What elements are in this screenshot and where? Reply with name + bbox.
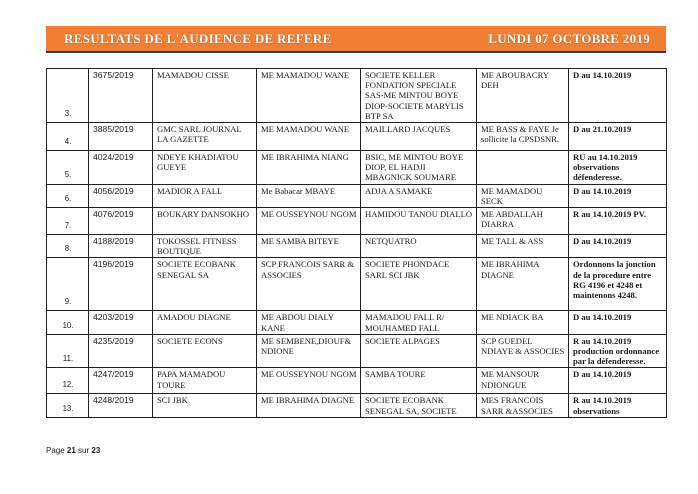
row-number: 9.: [47, 258, 89, 311]
plaintiff-lawyer-cell: ME MAMADOU WANE: [257, 123, 361, 151]
table-row: [47, 258, 667, 311]
table-row: [47, 368, 667, 394]
case-reference: 4235/2019: [89, 334, 153, 368]
defendant-cell: SOCIETE ECOBANK SENEGAL SA, SOCIETE: [361, 394, 477, 418]
plaintiff-cell: PAPA MAMADOU TOURE: [153, 368, 257, 394]
defendant-lawyer-cell: MES FRANCOIS SARR &ASSOCIES: [477, 394, 569, 418]
results-table: [46, 68, 667, 418]
defendant-cell: SAMBA TOURE: [361, 368, 477, 394]
row-number: 7.: [47, 208, 89, 235]
row-number: 4.: [47, 123, 89, 151]
plaintiff-lawyer-cell: ME MAMADOU WANE: [257, 69, 361, 123]
defendant-cell: BSIC, ME MINTOU BOYE DIOP, EL HADJI MBAGNICK SOUMARE: [361, 151, 477, 185]
plaintiff-cell: SOCIETE ECONS: [153, 334, 257, 368]
plaintiff-lawyer-cell: Me Babacar MBAYE: [257, 184, 361, 207]
case-reference: 4247/2019: [89, 368, 153, 394]
plaintiff-cell: MAMADOU CISSE: [153, 69, 257, 123]
decision-cell: Ordonnons la jonction de la procedure entre RG 4196 et 4248 et maintenons 4248.: [569, 258, 667, 311]
decision-cell: D au 14.10.2019: [569, 368, 667, 394]
table-row: [47, 394, 667, 418]
plaintiff-cell: MADIOR A FALL: [153, 184, 257, 207]
document-date: LUNDI 07 OCTOBRE 2019: [488, 30, 650, 46]
defendant-cell: SOCIETE KELLER FONDATION SPECIALE SAS-ME MINTOU BOYE DIOP-SOCIETE MARYLIS BTP SA: [361, 69, 477, 123]
plaintiff-cell: GMC SARL JOURNAL LA GAZETTE: [153, 123, 257, 151]
defendant-lawyer-cell: ME MAMADOU SECK: [477, 184, 569, 207]
defendant-lawyer-cell: ME BASS & FAYE Je sollicite la CPSDSNR.: [477, 123, 569, 151]
row-number: 13.: [47, 394, 89, 418]
table-row: [47, 208, 667, 235]
row-number: 11.: [47, 334, 89, 368]
defendant-lawyer-cell: ME TALL & ASS: [477, 235, 569, 258]
defendant-lawyer-cell: ME MANSOUR NDIONGUE: [477, 368, 569, 394]
decision-cell: D au 21.10.2019: [569, 123, 667, 151]
defendant-lawyer-cell: ME ABOUBACRY DEH: [477, 69, 569, 123]
case-reference: 4188/2019: [89, 235, 153, 258]
case-reference: 3675/2019: [89, 69, 153, 123]
plaintiff-cell: SOCIETE ECOBANK SENEGAL SA: [153, 258, 257, 311]
row-number: 6.: [47, 184, 89, 207]
page-label: Page: [46, 446, 67, 455]
document-title: RESULTATS DE L'AUDIENCE DE REFERE: [64, 30, 332, 46]
table-row: [47, 69, 667, 123]
page-footer: [46, 446, 100, 455]
defendant-lawyer-cell: ME NDIACK BA: [477, 311, 569, 334]
page-separator: sur: [75, 446, 92, 455]
plaintiff-lawyer-cell: ME OUSSEYNOU NGOM: [257, 368, 361, 394]
table-row: [47, 311, 667, 334]
plaintiff-cell: AMADOU DIAGNE: [153, 311, 257, 334]
defendant-lawyer-cell: SCP GUEDEL NDIAYE & ASSOCIES: [477, 334, 569, 368]
case-reference: 4248/2019: [89, 394, 153, 418]
plaintiff-lawyer-cell: ME SAMBA BITEYE: [257, 235, 361, 258]
case-reference: 4076/2019: [89, 208, 153, 235]
plaintiff-lawyer-cell: SCP FRANCOIS SARR & ASSOCIES: [257, 258, 361, 311]
case-reference: 4024/2019: [89, 151, 153, 185]
decision-cell: RU au 14.10.2019 observations défenderesse.: [569, 151, 667, 185]
decision-cell: D au 14.10.2019: [569, 311, 667, 334]
case-reference: 4196/2019: [89, 258, 153, 311]
header-divider: [46, 51, 666, 53]
defendant-cell: NETQUATRO: [361, 235, 477, 258]
plaintiff-cell: BOUKARY DANSOKHO: [153, 208, 257, 235]
defendant-lawyer-cell: [477, 151, 569, 185]
plaintiff-lawyer-cell: ME SEMBENE,DIOUF& NDIONE: [257, 334, 361, 368]
decision-cell: R au 14.10.2019 production ordonnance par la défenderesse.: [569, 334, 667, 368]
case-reference: 4203/2019: [89, 311, 153, 334]
plaintiff-cell: NDEYE KHADIATOU GUEYE: [153, 151, 257, 185]
case-reference: 3885/2019: [89, 123, 153, 151]
page-total: 23: [91, 446, 101, 455]
page-current: 21: [66, 446, 76, 455]
table-row: [47, 334, 667, 368]
decision-cell: D au 14.10.2019: [569, 235, 667, 258]
table-row: [47, 235, 667, 258]
decision-cell: D au 14.10.2019: [569, 69, 667, 123]
decision-cell: D au 14.10.2019: [569, 184, 667, 207]
plaintiff-cell: SCI JBK: [153, 394, 257, 418]
plaintiff-lawyer-cell: ME IBRAHIMA NIANG: [257, 151, 361, 185]
row-number: 8.: [47, 235, 89, 258]
defendant-cell: SOCIETE ALPAGES: [361, 334, 477, 368]
defendant-cell: MAMADOU FALL R/ MOUHAMED FALL: [361, 311, 477, 334]
row-number: 12.: [47, 368, 89, 394]
row-number: 5.: [47, 151, 89, 185]
plaintiff-lawyer-cell: ME IBRAHIMA DIAGNE: [257, 394, 361, 418]
table-row: [47, 151, 667, 185]
defendant-cell: ADJA A SAMAKE: [361, 184, 477, 207]
plaintiff-lawyer-cell: ME ABDOU DIALY KANE: [257, 311, 361, 334]
defendant-lawyer-cell: ME IBRAHIMA DIAGNE: [477, 258, 569, 311]
case-reference: 4056/2019: [89, 184, 153, 207]
table-row: [47, 123, 667, 151]
row-number: 10.: [47, 311, 89, 334]
decision-cell: R au 14.10.2019 observations: [569, 394, 667, 418]
decision-cell: R au 14.10.2019 PV.: [569, 208, 667, 235]
defendant-cell: SOCIETE PHONDACE SARL SCI JBK: [361, 258, 477, 311]
header-banner: [46, 26, 666, 51]
table-row: [47, 184, 667, 207]
plaintiff-lawyer-cell: ME OUSSEYNOU NGOM: [257, 208, 361, 235]
defendant-cell: HAMIDOU TANOU DIALLO: [361, 208, 477, 235]
defendant-lawyer-cell: ME ABDALLAH DIARRA: [477, 208, 569, 235]
defendant-cell: MAILLARD JACQUES: [361, 123, 477, 151]
row-number: 3.: [47, 69, 89, 123]
plaintiff-cell: TOKOSSEL FITNESS BOUTIQUE: [153, 235, 257, 258]
